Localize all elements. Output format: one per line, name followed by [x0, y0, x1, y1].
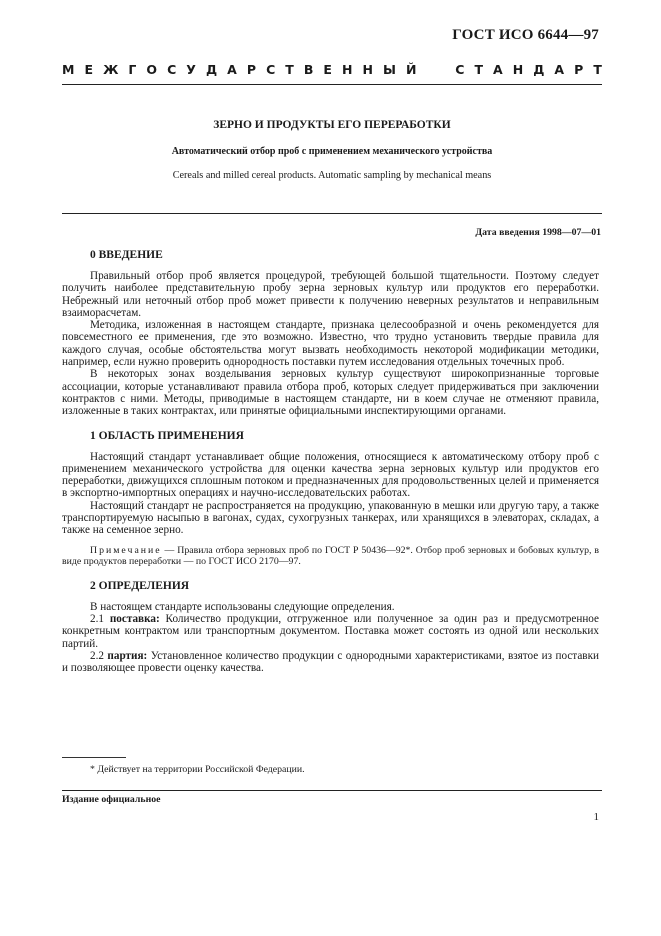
banner-letter: Н	[512, 62, 524, 77]
document-body	[62, 248, 599, 674]
footnote-rule	[62, 757, 126, 758]
page-number: 1	[593, 811, 599, 823]
banner-letter: А	[227, 62, 237, 77]
footnote: * Действует на территории Российской Федерации.	[90, 764, 305, 775]
banner-letter: Н	[341, 62, 353, 77]
banner-letter: О	[146, 62, 158, 77]
banner-letter: Ы	[382, 62, 396, 77]
banner-letter: Т	[474, 62, 483, 77]
interstate-standard-banner	[62, 62, 602, 77]
banner-letter: А	[554, 62, 565, 77]
definition-lot: 2.2 партия: Установленное количество продукции с однородными характеристиками, взятое из поставки и позволяющее провести оценку качества.	[62, 649, 600, 675]
official-edition-label: Издание официальное	[62, 794, 161, 805]
banner-letter: Г	[128, 62, 137, 77]
standard-number: ГОСТ ИСО 6644—97	[452, 27, 599, 43]
paragraph: В некоторых зонах возделывания зерновых культур существуют широкопризнанные торговые ассоциации, которые устанавливают правила отбора проб, которых следует придерживаться при заключении контрактов с ними. Методы, приводимые в настоящем стандарте, ни в коем случае не отменяют правила, изложенные в таких контрактах, или принятые официальными инспектирующими органами.	[62, 368, 599, 418]
paragraph: В настоящем стандарте использованы следующие определения.	[90, 600, 395, 613]
section-heading-scope: 1 ОБЛАСТЬ ПРИМЕНЕНИЯ	[90, 429, 244, 442]
document-title: ЗЕРНО И ПРОДУКТЫ ЕГО ПЕРЕРАБОТКИ	[213, 119, 451, 131]
banner-letter: Н	[362, 62, 373, 77]
banner-letter: Д	[205, 62, 218, 77]
note	[62, 545, 599, 568]
definition-consignment: 2.1 поставка: Количество продукции, отгруженное или полученное за один раз и предусмотренное конкретным контрактом или транспортным документом. Поставка может состоять из одной или нескольких партий.	[62, 612, 599, 650]
document-title-english: Cereals and milled cereal products. Automatic sampling by mechanical means	[172, 170, 492, 181]
banner-letter	[426, 62, 430, 77]
banner-letter: Р	[574, 62, 584, 77]
banner-letter: С	[455, 62, 465, 77]
banner-letter: Е	[84, 62, 94, 77]
banner-letter: Т	[593, 62, 602, 77]
banner-letter: Р	[246, 62, 257, 77]
note-text: — Правила отбора зерновых проб по ГОСТ Р 50436—92*. Отбор проб зерновых и бобовых культур, в виде продуктов переработки — по ГОСТ ИСО 2170—97.	[62, 544, 599, 568]
note-label: Примечание	[90, 544, 162, 556]
paragraph: Методика, изложенная в настоящем стандарте, признака целесообразной и очень рекомендуется для повсеместного ее применения, где это возможно. Известно, что трудно установить твердые правила для каждого случая, особые обстоятельства могут вызвать необходимость некоторой модификации методики, например, если нужно проверить однородность поставки путем исследования отдельных точечных проб.	[62, 319, 599, 369]
banner-letter: С	[167, 62, 177, 77]
banner-letter: В	[303, 62, 314, 77]
section-heading-introduction: 0 ВВЕДЕНИЕ	[90, 249, 163, 261]
section-heading-definitions: 2 ОПРЕДЕЛЕНИЯ	[90, 579, 190, 592]
banner-letter: У	[186, 62, 196, 77]
paragraph: Настоящий стандарт устанавливает общие положения, относящиеся к автоматическому отбору проб с применением механического устройства для оценки качества зерна зерновых культур или продуктов его переработки, движущихся сплошным потоком и предназначенных для продовольственных целей и применяется в экспортно-импортных операциях и научно-исследовательских работах.	[62, 450, 599, 500]
banner-letter: Т	[285, 62, 294, 77]
banner-letter: Е	[323, 62, 332, 77]
paragraph: Правильный отбор проб является процедурой, требующей большой тщательности. Поэтому следует получить наиболее представительную пробу зерна зерновых культур или продуктов его переработки. Небрежный или неточный отбор проб может привести к получению неверных результатов и неправильным взаиморасчетам.	[62, 270, 599, 319]
term: партия:	[107, 649, 148, 662]
banner-letter: М	[62, 62, 75, 77]
banner-letter: Й	[405, 62, 417, 77]
term: поставка:	[109, 612, 160, 625]
banner-letter: С	[266, 62, 276, 77]
paragraph: Настоящий стандарт не распространяется на продукцию, упакованную в мешки или другую тару, а также транспортируемую насыпью в вагонах, судах, сухогрузных танкерах, или хранящихся в элеваторах, складах, а также на семенное зерно.	[62, 499, 599, 537]
header-rule	[62, 84, 602, 85]
footer-rule	[62, 790, 602, 791]
document-subtitle: Автоматический отбор проб с применением механического устройства	[171, 146, 493, 157]
banner-letter: А	[493, 62, 503, 77]
banner-letter: Д	[533, 62, 545, 77]
banner-letter: Ж	[103, 62, 119, 77]
banner-letter	[441, 62, 445, 77]
title-rule	[62, 213, 602, 214]
date-of-introduction: Дата введения 1998—07—01	[475, 227, 601, 238]
